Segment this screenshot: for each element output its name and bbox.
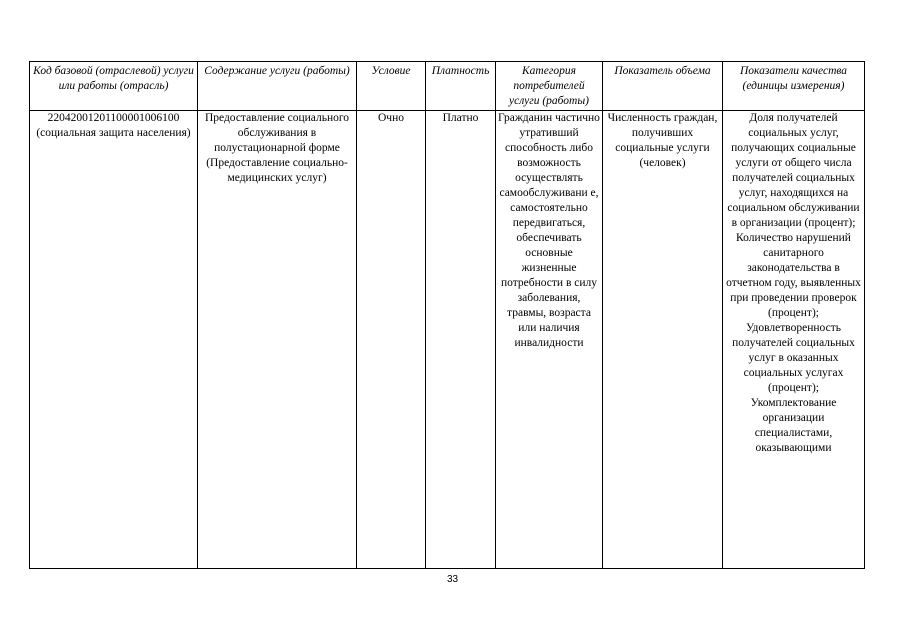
header-service-content: Содержание услуги (работы) bbox=[198, 62, 357, 111]
table-row bbox=[30, 111, 865, 569]
table-header-row bbox=[30, 62, 865, 111]
service-code-text: 220420012011000010061​00 (социальная защита населения) bbox=[36, 112, 191, 139]
cell-service-content: Предоставление социального обслуживания в полустационарной форме (Предоставление социально-медицинских услуг) bbox=[198, 111, 357, 569]
header-quality-indicators: Показатели качества (единицы измерения) bbox=[723, 62, 865, 111]
header-condition: Условие bbox=[357, 62, 426, 111]
header-payment: Платность bbox=[426, 62, 496, 111]
header-consumer-category: Категория потребителей услуги (работы) bbox=[496, 62, 603, 111]
page-number: 33 bbox=[446, 574, 459, 585]
cell-payment: Платно bbox=[426, 111, 496, 569]
cell-volume-indicator: Численность граждан, получивших социальные услуги (человек) bbox=[603, 111, 723, 569]
cell-service-code bbox=[30, 111, 198, 569]
service-table bbox=[29, 61, 865, 569]
cell-condition: Очно bbox=[357, 111, 426, 569]
header-volume-indicator: Показатель объема bbox=[603, 62, 723, 111]
cell-quality-indicators: Доля получателей социальных услуг, получающих социальные услуги от общего числа получателей социальных услуг, находящихся на социальном обслуживании в организации (процент); Количество нарушений санитарного законодательства в отчетном году, выявленных при проведении проверок (процент); Удовлетворенность получателей социальных услуг в оказанных социальных услугах (процент); Укомплектование организации специалистами, оказывающими bbox=[723, 111, 865, 569]
cell-consumer-category: Гражданин частично утративший способность либо возможность осуществлять самообслуживани е, самостоятельно передвигаться, обеспечивать основные жизненные потребности в силу заболевания, травмы, возраста или наличия инвалидности bbox=[496, 111, 603, 569]
header-service-code: Код базовой (отраслевой) услуги или работы (отрасль) bbox=[30, 62, 198, 111]
